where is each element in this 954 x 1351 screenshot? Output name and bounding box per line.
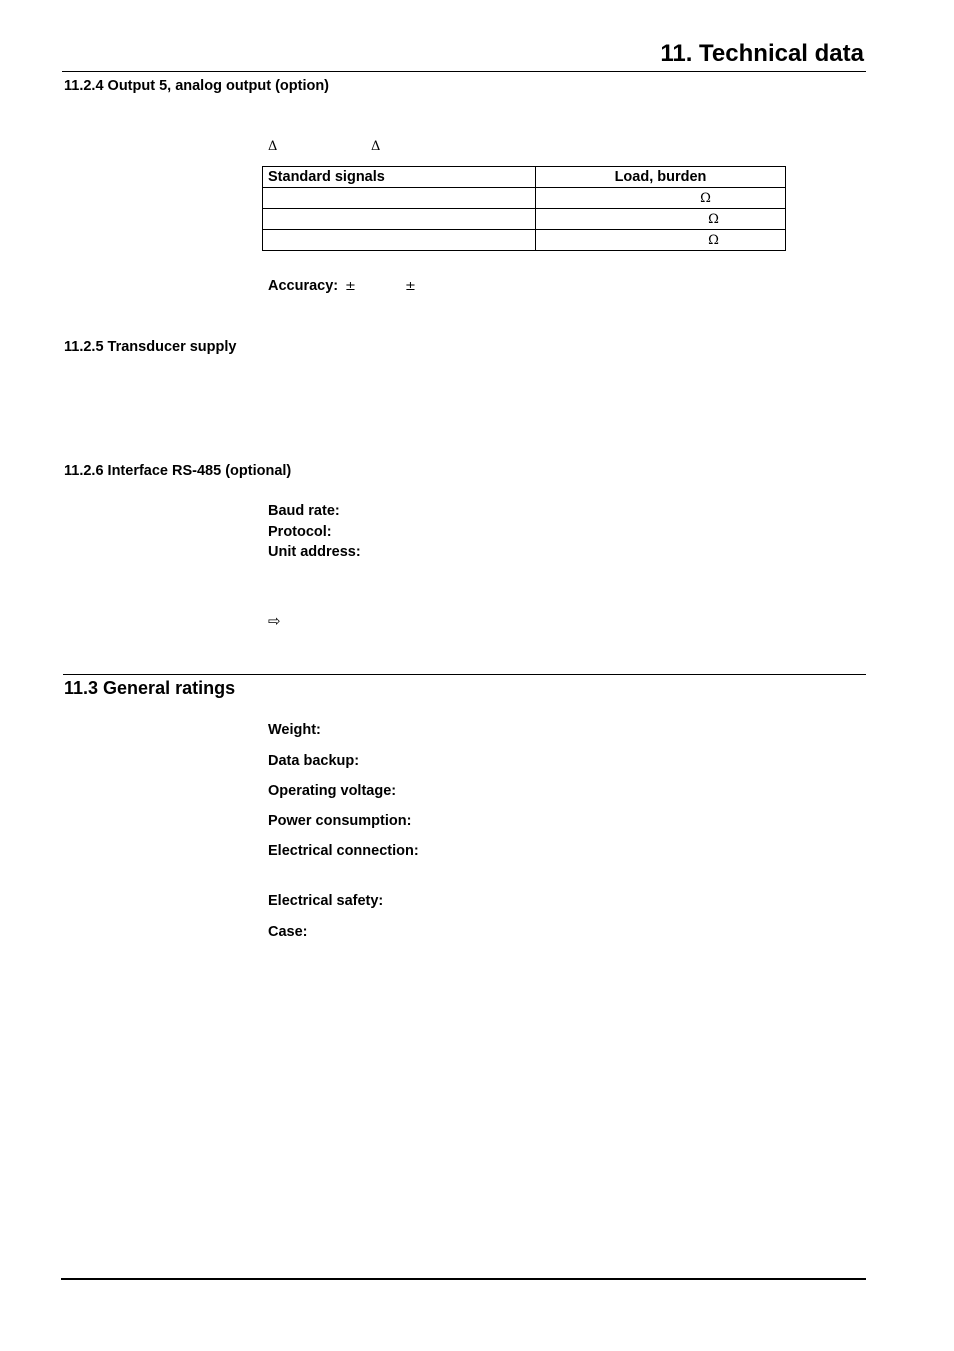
delta-symbol: Δ — [268, 139, 278, 154]
ohm-symbol: Ω — [700, 191, 711, 206]
table-cell-load — [536, 230, 786, 251]
table-row — [263, 230, 786, 251]
protocol-label: Protocol: — [268, 524, 332, 540]
power-consumption-label: Power consumption: — [268, 813, 412, 829]
baud-rate-label: Baud rate: — [268, 503, 340, 519]
table-row — [263, 209, 786, 230]
data-backup-label: Data backup: — [268, 753, 360, 769]
operating-voltage-label: Operating voltage: — [268, 783, 397, 799]
table-cell-load — [536, 188, 786, 209]
plusminus-symbol: ± — [345, 279, 356, 294]
delta-symbol: Δ — [371, 139, 381, 154]
section-heading-transducer: 11.2.5 Transducer supply — [64, 339, 237, 355]
section-heading-output5: 11.2.4 Output 5, analog output (option) — [64, 78, 330, 94]
arrow-right-icon: ⇨ — [268, 612, 281, 630]
section-heading-rs485: 11.2.6 Interface RS-485 (optional) — [64, 463, 292, 479]
table-row — [263, 188, 786, 209]
unit-address-label: Unit address: — [268, 544, 361, 560]
plusminus-symbol: ± — [405, 279, 416, 294]
standard-signals-table — [262, 166, 786, 251]
table-header-load-burden: Load, burden — [536, 167, 786, 188]
case-label: Case: — [268, 924, 308, 940]
table-cell-signal — [263, 188, 536, 209]
table-header-row — [263, 167, 786, 188]
section-rule — [63, 674, 866, 675]
table-cell-signal — [263, 209, 536, 230]
electrical-safety-label: Electrical safety: — [268, 893, 384, 909]
electrical-connection-label: Electrical connection: — [268, 843, 419, 859]
ohm-symbol: Ω — [708, 212, 719, 227]
table-cell-signal — [263, 230, 536, 251]
table-cell-load — [536, 209, 786, 230]
footer-rule — [61, 1278, 866, 1280]
accuracy-label: Accuracy: — [268, 278, 339, 294]
ohm-symbol: Ω — [708, 233, 719, 248]
weight-label: Weight: — [268, 722, 321, 738]
chapter-title: 11. Technical data — [660, 40, 864, 67]
header-rule — [62, 71, 866, 72]
section-heading-general-ratings: 11.3 General ratings — [64, 678, 236, 698]
table-header-standard-signals: Standard signals — [263, 167, 536, 188]
